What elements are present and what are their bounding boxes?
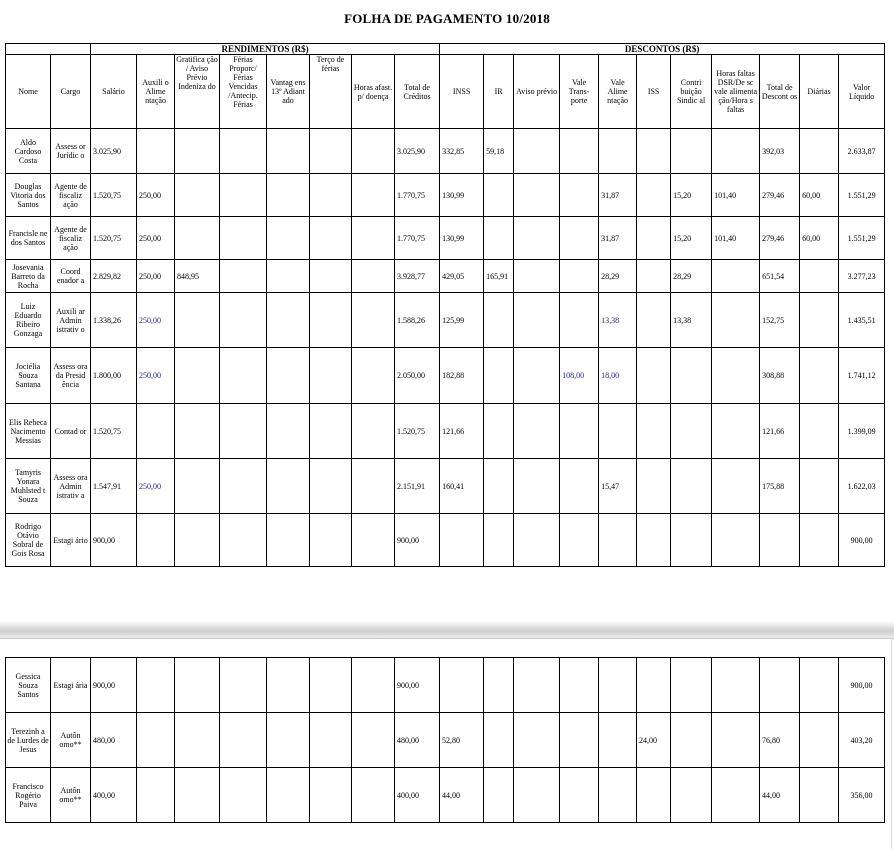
payroll-table-page1 <box>5 43 885 567</box>
cell-liquido: 403,20 <box>839 713 885 768</box>
cell-contrib <box>671 459 712 514</box>
cell-horas <box>352 459 395 514</box>
cell-cargo: Assess ora da Presid ência <box>51 348 91 404</box>
column-header: INSS <box>440 55 484 129</box>
cell-contrib <box>671 404 712 459</box>
cell-salario: 1.800,00 <box>91 348 137 404</box>
cell-diarias: 60,00 <box>800 217 839 260</box>
cell-inss: 182,88 <box>440 348 484 404</box>
group-rendimentos: RENDIMENTOS (R$) <box>91 44 440 55</box>
column-header: Vale Trans- porte <box>560 55 599 129</box>
cell-vt <box>560 217 599 260</box>
cell-contrib: 15,20 <box>671 174 712 217</box>
cell-aviso <box>514 658 560 713</box>
cell-total_desc: 175,88 <box>760 459 800 514</box>
column-header: Valor Líquido <box>839 55 885 129</box>
cell-aux: 250,00 <box>137 293 175 348</box>
cell-total_cred: 1.770,75 <box>395 174 440 217</box>
cell-aux: 250,00 <box>137 348 175 404</box>
cell-vt <box>560 174 599 217</box>
cell-terco <box>310 293 352 348</box>
table-row <box>6 260 885 293</box>
cell-grat <box>175 459 220 514</box>
table-row <box>6 713 885 768</box>
cell-vant <box>267 348 310 404</box>
table-row <box>6 658 885 713</box>
cell-va <box>599 768 637 823</box>
cell-faltas: 101,40 <box>712 174 760 217</box>
column-header: Contri buição Sindic al <box>671 55 712 129</box>
cell-vt <box>560 658 599 713</box>
cell-ir <box>484 713 514 768</box>
cell-faltas <box>712 293 760 348</box>
column-header: Horas afast. p/ doença <box>352 55 395 129</box>
cell-nome: Elis Rebeca Nacimento Messias <box>6 404 51 459</box>
cell-cargo: Agente de fiscaliz ação <box>51 174 91 217</box>
cell-terco <box>310 348 352 404</box>
column-header: Vantag ens 13º Adiant ado <box>267 55 310 129</box>
cell-total_desc: 152,75 <box>760 293 800 348</box>
cell-terco <box>310 514 352 567</box>
cell-liquido: 2.633,87 <box>839 129 885 174</box>
cell-va: 31,87 <box>599 174 637 217</box>
cell-total_desc: 651,54 <box>760 260 800 293</box>
cell-salario: 900,00 <box>91 514 137 567</box>
cell-nome: Terezinh a de Lurdes de Jesus <box>6 713 51 768</box>
cell-aux <box>137 658 175 713</box>
cell-iss <box>637 260 671 293</box>
cell-diarias <box>800 713 839 768</box>
cell-iss <box>637 293 671 348</box>
cell-liquido: 1.399,09 <box>839 404 885 459</box>
cell-cargo: Agente de fiscaliz ação <box>51 217 91 260</box>
cell-ferias <box>220 217 267 260</box>
cell-total_desc: 392,03 <box>760 129 800 174</box>
cell-iss: 24,00 <box>637 713 671 768</box>
cell-vant <box>267 174 310 217</box>
cell-ir <box>484 174 514 217</box>
cell-va <box>599 713 637 768</box>
column-header: Gratifica ção / Aviso Prévio Indeniza do <box>175 55 220 129</box>
cell-aviso <box>514 768 560 823</box>
cell-va <box>599 404 637 459</box>
cell-contrib <box>671 514 712 567</box>
cell-nome: Aldo Cardoso Costa <box>6 129 51 174</box>
cell-ferias <box>220 459 267 514</box>
cell-nome: Jociélia Souza Santana <box>6 348 51 404</box>
column-header: Nome <box>6 55 51 129</box>
cell-vt <box>560 514 599 567</box>
column-header: ISS <box>637 55 671 129</box>
cell-cargo: Assess or Jurídic o <box>51 129 91 174</box>
cell-horas <box>352 514 395 567</box>
cell-aviso <box>514 713 560 768</box>
cell-grat <box>175 658 220 713</box>
cell-va: 18,00 <box>599 348 637 404</box>
column-header-row <box>6 55 885 129</box>
cell-total_desc: 44,00 <box>760 768 800 823</box>
cell-ir <box>484 217 514 260</box>
cell-inss: 52,80 <box>440 713 484 768</box>
page-title: FOLHA DE PAGAMENTO 10/2018 <box>344 11 550 26</box>
cell-grat <box>175 514 220 567</box>
group-spacer <box>6 44 91 55</box>
cell-horas <box>352 217 395 260</box>
cell-ir <box>484 658 514 713</box>
table-row <box>6 768 885 823</box>
cell-horas <box>352 768 395 823</box>
table-row <box>6 404 885 459</box>
cell-aviso <box>514 293 560 348</box>
cell-total_desc: 308,88 <box>760 348 800 404</box>
cell-iss <box>637 768 671 823</box>
cell-inss: 332,85 <box>440 129 484 174</box>
group-header-row <box>6 44 885 55</box>
cell-inss: 121,66 <box>440 404 484 459</box>
cell-faltas <box>712 404 760 459</box>
cell-ferias <box>220 658 267 713</box>
cell-inss: 125,99 <box>440 293 484 348</box>
cell-total_desc <box>760 658 800 713</box>
cell-liquido: 356,00 <box>839 768 885 823</box>
cell-vt <box>560 713 599 768</box>
cell-iss <box>637 404 671 459</box>
cell-diarias <box>800 260 839 293</box>
cell-va <box>599 658 637 713</box>
table-row <box>6 293 885 348</box>
cell-faltas <box>712 459 760 514</box>
cell-horas <box>352 404 395 459</box>
cell-total_cred: 2.151,91 <box>395 459 440 514</box>
cell-total_cred: 1.588,26 <box>395 293 440 348</box>
cell-liquido: 3.277,23 <box>839 260 885 293</box>
cell-grat <box>175 217 220 260</box>
cell-total_cred: 900,00 <box>395 514 440 567</box>
cell-liquido: 1.551,29 <box>839 217 885 260</box>
table-row <box>6 348 885 404</box>
cell-liquido: 1.551,29 <box>839 174 885 217</box>
cell-liquido: 900,00 <box>839 658 885 713</box>
cell-diarias <box>800 404 839 459</box>
cell-salario: 400,00 <box>91 768 137 823</box>
column-header: Auxili o Alime ntação <box>137 55 175 129</box>
cell-total_desc: 279,46 <box>760 174 800 217</box>
cell-total_cred: 400,00 <box>395 768 440 823</box>
cell-contrib <box>671 713 712 768</box>
cell-inss <box>440 658 484 713</box>
table-row <box>6 459 885 514</box>
cell-vant <box>267 768 310 823</box>
page-break <box>0 621 894 638</box>
cell-nome: Rodrigo Otávio Sobral de Gois Rosa <box>6 514 51 567</box>
cell-nome: Douglas Vitoria dos Santos <box>6 174 51 217</box>
cell-salario: 2.829,82 <box>91 260 137 293</box>
cell-iss <box>637 459 671 514</box>
cell-salario: 900,00 <box>91 658 137 713</box>
cell-ferias <box>220 768 267 823</box>
cell-horas <box>352 713 395 768</box>
cell-ferias <box>220 293 267 348</box>
cell-faltas <box>712 348 760 404</box>
cell-aviso <box>514 217 560 260</box>
cell-terco <box>310 713 352 768</box>
cell-salario: 1.547,91 <box>91 459 137 514</box>
cell-vt <box>560 129 599 174</box>
cell-nome: Francisco Rogério Paiva <box>6 768 51 823</box>
cell-total_cred: 1.770,75 <box>395 217 440 260</box>
cell-terco <box>310 768 352 823</box>
cell-cargo: Contad or <box>51 404 91 459</box>
cell-diarias <box>800 768 839 823</box>
column-header: Total de Descont os <box>760 55 800 129</box>
cell-nome: Francisle ne dos Santos <box>6 217 51 260</box>
cell-horas <box>352 260 395 293</box>
cell-liquido: 1.435,51 <box>839 293 885 348</box>
cell-terco <box>310 260 352 293</box>
cell-ir <box>484 768 514 823</box>
cell-total_desc: 279,46 <box>760 217 800 260</box>
cell-ferias <box>220 713 267 768</box>
cell-contrib: 15,20 <box>671 217 712 260</box>
cell-total_cred: 900,00 <box>395 658 440 713</box>
cell-vant <box>267 217 310 260</box>
cell-faltas <box>712 514 760 567</box>
cell-cargo: Autôn omo** <box>51 768 91 823</box>
cell-aux: 250,00 <box>137 174 175 217</box>
cell-cargo: Estagi ário <box>51 514 91 567</box>
cell-aviso <box>514 514 560 567</box>
cell-vt <box>560 459 599 514</box>
cell-faltas <box>712 129 760 174</box>
cell-diarias <box>800 348 839 404</box>
cell-total_cred: 1.520,75 <box>395 404 440 459</box>
column-header: Total de Créditos <box>395 55 440 129</box>
page-edge <box>891 638 892 849</box>
cell-liquido: 1.622,03 <box>839 459 885 514</box>
cell-aux: 250,00 <box>137 260 175 293</box>
cell-vant <box>267 459 310 514</box>
cell-ferias <box>220 348 267 404</box>
cell-total_cred: 3.928,77 <box>395 260 440 293</box>
cell-diarias <box>800 658 839 713</box>
cell-aux: 250,00 <box>137 459 175 514</box>
cell-horas <box>352 174 395 217</box>
cell-contrib: 13,38 <box>671 293 712 348</box>
column-header: Férias Proporc/ Férias Vencidas /Antecip. Férias <box>220 55 267 129</box>
table-row <box>6 174 885 217</box>
cell-grat <box>175 129 220 174</box>
cell-diarias <box>800 293 839 348</box>
cell-horas <box>352 293 395 348</box>
cell-nome: Gessica Souza Santos <box>6 658 51 713</box>
cell-liquido: 900,00 <box>839 514 885 567</box>
cell-salario: 480,00 <box>91 713 137 768</box>
cell-ir: 165,91 <box>484 260 514 293</box>
cell-vt <box>560 293 599 348</box>
cell-diarias <box>800 459 839 514</box>
cell-ferias <box>220 129 267 174</box>
cell-horas <box>352 129 395 174</box>
cell-aux <box>137 404 175 459</box>
cell-iss <box>637 658 671 713</box>
column-header: Horas faltas DSR/De sc vale alimenta ção/Hora s faltas <box>712 55 760 129</box>
cell-terco <box>310 174 352 217</box>
cell-vt <box>560 768 599 823</box>
cell-ferias <box>220 174 267 217</box>
cell-horas <box>352 658 395 713</box>
cell-aux <box>137 129 175 174</box>
cell-total_cred: 480,00 <box>395 713 440 768</box>
cell-ferias <box>220 260 267 293</box>
cell-salario: 1.520,75 <box>91 217 137 260</box>
cell-salario: 1.338,26 <box>91 293 137 348</box>
cell-grat <box>175 293 220 348</box>
cell-nome: Tamyris Yonara Muhlsted t Souza <box>6 459 51 514</box>
cell-grat: 848,95 <box>175 260 220 293</box>
cell-grat <box>175 713 220 768</box>
cell-iss <box>637 514 671 567</box>
cell-ir <box>484 459 514 514</box>
cell-vant <box>267 658 310 713</box>
cell-terco <box>310 129 352 174</box>
cell-iss <box>637 129 671 174</box>
cell-aviso <box>514 174 560 217</box>
cell-terco <box>310 217 352 260</box>
cell-va: 28,29 <box>599 260 637 293</box>
cell-ir <box>484 293 514 348</box>
cell-va: 31,87 <box>599 217 637 260</box>
cell-ferias <box>220 514 267 567</box>
cell-salario: 1.520,75 <box>91 404 137 459</box>
cell-faltas <box>712 658 760 713</box>
column-header: IR <box>484 55 514 129</box>
cell-diarias <box>800 514 839 567</box>
cell-cargo: Coord enador a <box>51 260 91 293</box>
cell-iss <box>637 174 671 217</box>
cell-cargo: Estagi ária <box>51 658 91 713</box>
cell-ir <box>484 404 514 459</box>
cell-vt <box>560 260 599 293</box>
cell-liquido: 1.741,12 <box>839 348 885 404</box>
column-header: Salário <box>91 55 137 129</box>
cell-contrib <box>671 768 712 823</box>
column-header: Terço de férias <box>310 55 352 129</box>
cell-grat <box>175 404 220 459</box>
table-row <box>6 129 885 174</box>
cell-va: 15,47 <box>599 459 637 514</box>
table-row <box>6 514 885 567</box>
cell-grat <box>175 348 220 404</box>
cell-contrib <box>671 348 712 404</box>
group-descontos: DESCONTOS (R$) <box>440 44 885 55</box>
cell-vant <box>267 514 310 567</box>
cell-inss: 130,99 <box>440 217 484 260</box>
cell-aux <box>137 514 175 567</box>
cell-inss: 429,05 <box>440 260 484 293</box>
cell-vant <box>267 293 310 348</box>
cell-total_desc: 121,66 <box>760 404 800 459</box>
cell-aux <box>137 713 175 768</box>
cell-inss: 160,41 <box>440 459 484 514</box>
cell-total_desc: 76,80 <box>760 713 800 768</box>
cell-iss <box>637 217 671 260</box>
cell-va <box>599 514 637 567</box>
cell-total_desc <box>760 514 800 567</box>
cell-salario: 1.520,75 <box>91 174 137 217</box>
payroll-table-page2 <box>5 657 885 823</box>
column-header: Cargo <box>51 55 91 129</box>
cell-diarias: 60,00 <box>800 174 839 217</box>
column-header: Aviso prévio <box>514 55 560 129</box>
table-row <box>6 217 885 260</box>
cell-vant <box>267 713 310 768</box>
cell-ir <box>484 348 514 404</box>
cell-terco <box>310 404 352 459</box>
cell-nome: Luiz Eduardo Ribeiro Gonzaga <box>6 293 51 348</box>
cell-aviso <box>514 260 560 293</box>
cell-terco <box>310 459 352 514</box>
cell-vant <box>267 260 310 293</box>
cell-ir <box>484 514 514 567</box>
cell-ir: 59,18 <box>484 129 514 174</box>
cell-iss <box>637 348 671 404</box>
cell-va: 13,38 <box>599 293 637 348</box>
cell-grat <box>175 768 220 823</box>
cell-faltas <box>712 713 760 768</box>
cell-vt: 108,00 <box>560 348 599 404</box>
cell-aviso <box>514 129 560 174</box>
cell-aux <box>137 768 175 823</box>
cell-va <box>599 129 637 174</box>
cell-inss <box>440 514 484 567</box>
cell-faltas: 101,40 <box>712 217 760 260</box>
cell-aviso <box>514 459 560 514</box>
cell-cargo: Auxili ar Admin istrativ o <box>51 293 91 348</box>
cell-salario: 3.025,90 <box>91 129 137 174</box>
cell-faltas <box>712 260 760 293</box>
cell-aux: 250,00 <box>137 217 175 260</box>
column-header: Vale Alime ntação <box>599 55 637 129</box>
cell-horas <box>352 348 395 404</box>
cell-contrib <box>671 129 712 174</box>
cell-cargo: Autôn omo** <box>51 713 91 768</box>
cell-vant <box>267 129 310 174</box>
cell-inss: 44,00 <box>440 768 484 823</box>
cell-nome: Josevania Barreto da Rocha <box>6 260 51 293</box>
cell-aviso <box>514 404 560 459</box>
cell-aviso <box>514 348 560 404</box>
cell-contrib: 28,29 <box>671 260 712 293</box>
cell-cargo: Assess ora Admin istrativ a <box>51 459 91 514</box>
cell-vt <box>560 404 599 459</box>
cell-inss: 130,99 <box>440 174 484 217</box>
cell-total_cred: 3.025,90 <box>395 129 440 174</box>
cell-terco <box>310 658 352 713</box>
cell-contrib <box>671 658 712 713</box>
column-header: Diárias <box>800 55 839 129</box>
cell-grat <box>175 174 220 217</box>
cell-total_cred: 2.050,00 <box>395 348 440 404</box>
cell-diarias <box>800 129 839 174</box>
cell-ferias <box>220 404 267 459</box>
cell-vant <box>267 404 310 459</box>
cell-faltas <box>712 768 760 823</box>
